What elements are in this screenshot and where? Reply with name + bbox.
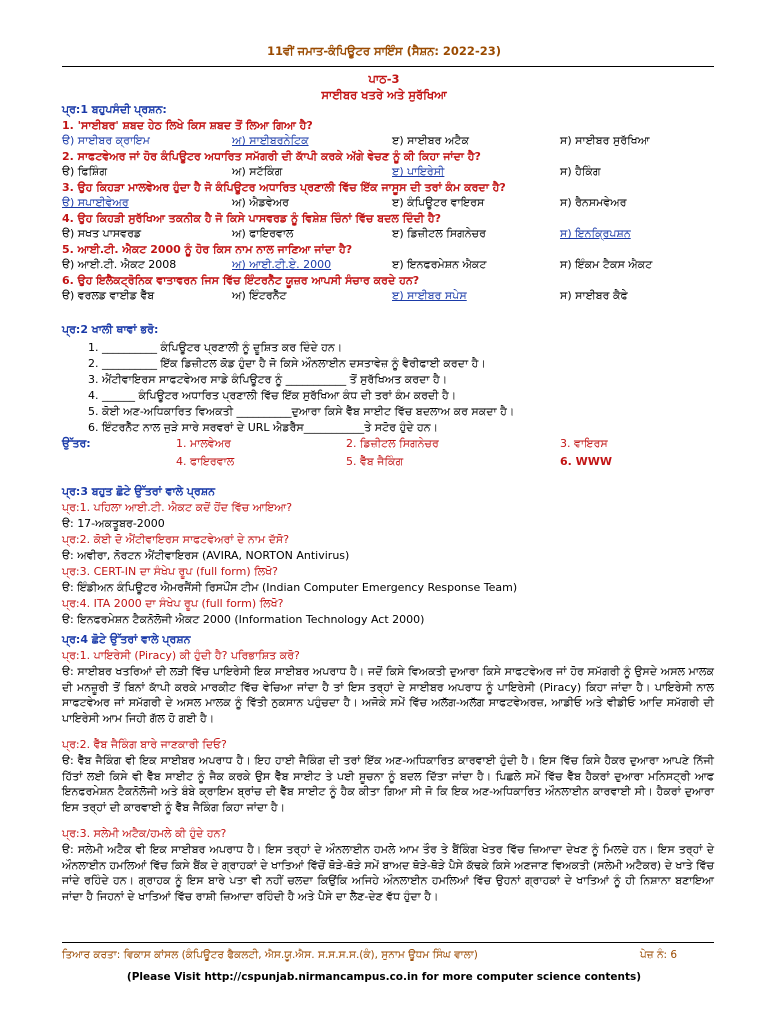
long-heading: ਪ੍ਰ:4 ਛੋਟੇ ਉੱਤਰਾਂ ਵਾਲੇ ਪ੍ਰਸ਼ਨ [62,633,191,646]
short-question: ਪ੍ਰ:3. CERT-IN ਦਾ ਸੰਖੇਪ ਰੂਪ (full form) ਲਿਖੋ? [62,565,278,578]
mcq-question: 4. ਉਹ ਕਿਹੜੀ ਸੁਰੱਖਿਆ ਤਕਨੀਕ ਹੈ ਜੋ ਕਿਸੇ ਪਾਸਵਰਡ ਨੂੰ ਵਿਸ਼ੇਸ਼ ਚਿੰਨਾਂ ਵਿੱਚ ਬਦਲ ਦਿੰਦੀ ਹੈ? [62,212,442,225]
short-question: ਪ੍ਰ:4. ITA 2000 ਦਾ ਸੰਖੇਪ ਰੂਪ (full form) ਲਿਖੋ? [62,597,284,610]
long-question: ਪ੍ਰ:1. ਪਾਇਰੇਸੀ (Piracy) ਕੀ ਹੁੰਦੀ ਹੈ? ਪਰਿਭਾਸ਼ਿਤ ਕਰੋ? [62,649,300,662]
mcq-question: 5. ਆਈ.ਟੀ. ਐਕਟ 2000 ਨੂੰ ਹੋਰ ਕਿਸ ਨਾਮ ਨਾਲ ਜਾਣਿਆ ਜਾਂਦਾ ਹੈ? [62,243,353,256]
mcq-option-a: ੳ) ਸਖਤ ਪਾਸਵਰਡ [62,227,142,240]
mcq-option-c-correct: ੲ) ਸਾਈਬਰ ਸਪੇਸ [392,289,467,302]
long-answer: ੳ: ਸਲੇਮੀ ਅਟੈਕ ਵੀ ਇਕ ਸਾਈਬਰ ਅਪਰਾਧ ਹੈ। ਇਸ ਤਰ੍ਹਾਂ ਦੇ ਔਨਲਾਈਨ ਹਮਲੇ ਆਮ ਤੌਰ ਤੇ ਬੈਂਕਿੰਗ ਖੇਤਰ ਵਿੱਚ ਜ਼ਿਆਦਾ ਦੇਖਣ ਨੂੰ ਮਿਲਦੇ ਹਨ। ਇਸ ਤਰ੍ਹਾਂ ਦੇ ਔਨਲਾਈਨ ਹਮਲਿਆਂ ਵਿੱਚ ਕਿਸੇ ਬੈਂਕ ਦੇ ਗ੍ਰਾਹਕਾਂ ਦੇ ਖਾਤਿਆਂ ਵਿੱਚੋਂ ਥੋੜੇ-ਥੋੜੇ ਸਮੇਂ ਬਾਅਦ ਥੋੜੇ-ਥੋੜੇ ਪੈਸੇ ਕੱਢਕੇ ਕਿਸੇ ਅਣਜਾਣ ਵਿਅਕਤੀ (ਸਲੇਮੀ ਅਟੈਕਰ) ਦੇ ਖਾਤੇ ਵਿੱਚ ਜਾਂਦੇ ਰਹਿੰਦੇ ਹਨ। ਗ੍ਰਾਹਕ ਨੂੰ ਇਸ ਬਾਰੇ ਪਤਾ ਵੀ ਨਹੀਂ ਚਲਦਾ ਕਿਉਂਕਿ ਅਜਿਹੇ ਔਨਲਾਈਨ ਹਮਲਿਆਂ ਵਿੱਚ ਉਹਨਾਂ ਗ੍ਰਾਹਕਾਂ ਦੇ ਖਾਤਿਆਂ ਨੂੰ ਹੀ ਨਿਸ਼ਾਨਾ ਬਣਾਇਆ ਜਾਂਦਾ ਹੈ ਜਿਹਨਾਂ ਦੇ ਖਾਤਿਆਂ ਵਿੱਚ ਰਾਸ਼ੀ ਜ਼ਿਆਦਾ ਰਹਿੰਦੀ ਹੈ ਅਤੇ ਪੈਸੇ ਦਾ ਲੈਣ-ਦੇਣ ਵੱਧ ਹੁੰਦਾ ਹੈ। [62,843,714,903]
mcq-option-d: ਸ) ਸਾਈਬਰ ਸੁਰੱਖਿਆ [560,134,650,147]
fill-item: 2. __________ ਇੱਕ ਡਿਜ਼ੀਟਲ ਕੋਡ ਹੁੰਦਾ ਹੈ ਜੋ ਕਿਸੇ ਔਨਲਾਈਨ ਦਸਤਾਵੇਜ਼ ਨੂੰ ਵੈਰੀਫਾਈ ਕਰਦਾ ਹੈ। [88,357,486,370]
lesson-number: ਪਾਠ-3 [368,72,400,86]
mcq-option-a-correct: ੳ) ਸਪਾਈਵੇਅਰ [62,196,129,209]
mcq-option-a: ੳ) ਆਈ.ਟੀ. ਐਕਟ 2008 [62,258,177,271]
short-question: ਪ੍ਰ:2. ਕੋਈ ਦੋ ਐਂਟੀਵਾਇਰਸ ਸਾਫਟਵੇਅਰਾਂ ਦੇ ਨਾਮ ਦੱਸੋ? [62,533,290,546]
header-rule [62,66,714,67]
fill-item: 4. ______ ਕੰਪਿਊਟਰ ਅਧਾਰਿਤ ਪ੍ਰਣਾਲੀ ਵਿੱਚ ਇੱਕ ਸੁਰੱਖਿਆ ਕੰਧ ਦੀ ਤਰਾਂ ਕੰਮ ਕਰਦੀ ਹੈ। [88,389,457,402]
long-answer: ੳ: ਵੈੱਬ ਜੈਕਿੰਗ ਵੀ ਇਕ ਸਾਈਬਰ ਅਪਰਾਧ ਹੈ। ਇਹ ਹਾਈ ਜੈਕਿੰਗ ਦੀ ਤਰਾਂ ਇੱਕ ਅਣ-ਅਧਿਕਾਰਿਤ ਕਾਰਵਾਈ ਹੁੰਦੀ ਹੈ। ਇਸ ਵਿੱਚ ਕਿਸੇ ਹੈਕਰ ਦੁਆਰਾ ਆਪਣੇ ਨਿੱਜੀ ਹਿੱਤਾਂ ਲਈ ਕਿਸੇ ਵੀ ਵੈੱਬ ਸਾਈਟ ਨੂੰ ਜੈਕ ਕਰਕੇ ਉਸ ਵੈੱਬ ਸਾਈਟ ਤੇ ਪਈ ਸੂਚਨਾ ਨੂੰ ਬਦਲ ਦਿੱਤਾ ਜਾਂਦਾ ਹੈ। ਪਿਛਲੇ ਸਮੇਂ ਵਿੱਚ ਵੈੱਬ ਹੈਕਰਾਂ ਦੁਆਰਾ ਮਨਿਸਟ੍ਰੀ ਆਫ ਇਨਫਰਮੇਸ਼ਨ ਟੈਕਨੋਲੋਜੀ ਅਤੇ ਬੰਬੇ ਕ੍ਰਾਇਮ ਬ੍ਰਾਂਚ ਦੀ ਵੈੱਬ ਸਾਈਟ ਨੂੰ ਹੈਕ ਕੀਤਾ ਗਿਆ ਸੀ ਜੋ ਕਿ ਇਕ ਅਣ-ਅਧਿਕਾਰਿਤ ਔਨਲਾਈਨ ਕਾਰਵਾਈ ਸੀ। ਹੈਕਰਾਂ ਦੁਆਰਾ ਇਸ ਤਰ੍ਹਾਂ ਦੀ ਕਾਰਵਾਈ ਨੂੰ ਵੈੱਬ ਜੈਕਿੰਗ ਕਿਹਾ ਜਾਂਦਾ ਹੈ। [62,754,714,814]
mcq-question: 3. ਉਹ ਕਿਹੜਾ ਮਾਲਵੇਅਰ ਹੁੰਦਾ ਹੈ ਜੋ ਕੰਪਿਊਟਰ ਅਧਾਰਿਤ ਪ੍ਰਣਾਲੀ ਵਿੱਚ ਇੱਕ ਜਾਸੂਸ ਦੀ ਤਰਾਂ ਕੰਮ ਕਰਦਾ ਹੈ? [62,181,506,194]
mcq-option-a: ੳ) ਵਰਲਡ ਵਾਈਡ ਵੈੱਬ [62,289,155,302]
mcq-option-c: ੲ) ਇਨਫਰਮੇਸ਼ਨ ਐਕਟ [392,258,487,271]
mcq-option-d: ਸ) ਹੈਕਿੰਗ [560,165,601,178]
fill-answer: 1. ਮਾਲਵੇਅਰ [176,437,231,450]
footer-visit-note: (Please Visit http://cspunjab.nirmancampus.co.in for more computer science contents) [126,971,642,983]
mcq-question: 1. 'ਸਾਈਬਰ' ਸ਼ਬਦ ਹੇਠ ਲਿਖੇ ਕਿਸ ਸ਼ਬਦ ਤੋਂ ਲਿਆ ਗਿਆ ਹੈ? [62,119,313,132]
mcq-option-d: ਸ) ਇੰਕਮ ਟੈਕਸ ਐਕਟ [560,258,653,271]
mcq-option-a: ੳ) ਫਿਸ਼ਿੰਗ [62,165,108,178]
short-answer: ੳ: ਇਨਫਰਮੇਸ਼ਨ ਟੈਕਨੋਲੋਜੀ ਐਕਟ 2000 (Information Technology Act 2000) [62,613,425,626]
short-heading: ਪ੍ਰ:3 ਬਹੁਤ ਛੋਟੇ ਉੱਤਰਾਂ ਵਾਲੇ ਪ੍ਰਸ਼ਨ [62,485,216,498]
fill-answer: 3. ਵਾਇਰਸ [560,437,608,450]
long-answer: ੳ: ਸਾਈਬਰ ਖਤਰਿਆਂ ਦੀ ਲੜੀ ਵਿੱਚ ਪਾਇਰੇਸੀ ਇਕ ਸਾਈਬਰ ਅਪਰਾਧ ਹੈ। ਜਦੋਂ ਕਿਸੇ ਵਿਅਕਤੀ ਦੁਆਰਾ ਕਿਸੇ ਸਾਫਟਵੇਅਰ ਜਾਂ ਹੋਰ ਸਮੱਗਰੀ ਨੂੰ ਉਸਦੇ ਅਸਲ ਮਾਲਕ ਦੀ ਮਨਜ਼ੂਰੀ ਤੋਂ ਬਿਨਾਂ ਕਾੱਪੀ ਕਰਕੇ ਮਾਰਕੀਟ ਵਿੱਚ ਵੇਚਿਆ ਜਾਂਦਾ ਹੈ ਤਾਂ ਇਸ ਤਰ੍ਹਾਂ ਦੇ ਸਾਈਬਰ ਅਪਰਾਧ ਨੂੰ ਪਾਇਰੇਸੀ (Piracy) ਕਿਹਾ ਜਾਂਦਾ ਹੈ। ਪਾਇਰੇਸੀ ਨਾਲ ਸਾਫਟਵੇਅਰ ਜਾਂ ਸਮੱਗਰੀ ਦੇ ਅਸਲ ਮਾਲਕ ਨੂੰ ਵਿੱਤੀ ਨੁਕਸਾਨ ਪਹੁੰਚਦਾ ਹੈ। ਅਜੋਕੇ ਸਮੇਂ ਵਿੱਚ ਅਲੱਗ-ਅਲੱਗ ਸਾਫਟਵੇਅਰਜ਼, ਆਡੀਓ ਅਤੇ ਵੀਡੀਓ ਆਦਿ ਸਮੱਗਰੀ ਦੀ ਪਾਇਰੇਸੀ ਆਮ ਜਿਹੀ ਗੱਲ ਹੋ ਗਈ ਹੈ। [62,665,714,725]
answers-label: ਉੱਤਰ: [62,437,91,450]
fill-heading: ਪ੍ਰ:2 ਖਾਲੀ ਥਾਵਾਂ ਭਰੋ: [62,323,159,336]
mcq-option-c: ੲ) ਸਾਈਬਰ ਅਟੈਕ [392,134,469,147]
fill-item: 1. __________ ਕੰਪਿਊਟਰ ਪ੍ਰਣਾਲੀ ਨੂੰ ਦੂਸ਼ਿਤ ਕਰ ਦਿੰਦੇ ਹਨ। [88,341,343,354]
mcq-option-b: ਅ) ਫਾਇਰਵਾਲ [232,227,294,240]
mcq-option-d: ਸ) ਸਾਈਬਰ ਕੈਫੇ [560,289,628,302]
mcq-option-d-correct: ਸ) ਇਨਕ੍ਰਿਪਸ਼ਨ [560,227,631,240]
fill-answer: 4. ਫਾਇਰਵਾਲ [176,455,235,468]
mcq-heading: ਪ੍ਰ:1 ਬਹੁਪਸੰਦੀ ਪ੍ਰਸ਼ਨ: [62,103,167,116]
long-question: ਪ੍ਰ:3. ਸਲੇਮੀ ਅਟੈਕ/ਹਮਲੇ ਕੀ ਹੁੰਦੇ ਹਨ? [62,827,227,840]
footer-prepared-by: ਤਿਆਰ ਕਰਤਾ: ਵਿਕਾਸ ਕਾਂਸਲ (ਕੰਪਿਊਟਰ ਫੈਕਲਟੀ, ਐਸ.ਯੂ.ਐਸ. ਸ.ਸ.ਸ.ਸ.(ਕੰ), ਸੁਨਾਮ ਊਧਮ ਸਿੰਘ ਵਾਲਾ) [62,949,478,961]
document-title: 11ਵੀਂ ਜਮਾਤ-ਕੰਪਿਊਟਰ ਸਾਇੰਸ (ਸੈਸ਼ਨ: 2022-23) [267,44,501,58]
fill-item: 6. ਇੰਟਰਨੈੱਟ ਨਾਲ ਜੁੜੇ ਸਾਰੇ ਸਰਵਰਾਂ ਦੇ URL ਐਡਰੈੱਸ___________ਤੇ ਸਟੋਰ ਹੁੰਦੇ ਹਨ। [88,421,439,434]
short-answer: ੳ: ਇੰਡੀਅਨ ਕੰਪਿਊਟਰ ਐਮਰਜੈਂਸੀ ਰਿਸਪੌਂਸ ਟੀਮ (Indian Computer Emergency Response Team) [62,581,518,594]
short-question: ਪ੍ਰ:1. ਪਹਿਲਾ ਆਈ.ਟੀ. ਐਕਟ ਕਦੋਂ ਹੋਂਦ ਵਿੱਚ ਆਇਆ? [62,501,293,514]
mcq-question: 2. ਸਾਫਟਵੇਅਰ ਜਾਂ ਹੋਰ ਕੰਪਿਊਟਰ ਅਧਾਰਿਤ ਸਮੱਗਰੀ ਦੀ ਕਾੱਪੀ ਕਰਕੇ ਅੱਗੇ ਵੇਚਣ ਨੂੰ ਕੀ ਕਿਹਾ ਜਾਂਦਾ ਹੈ? [62,150,481,163]
mcq-option-d: ਸ) ਰੈਨਸਮਵੇਅਰ [560,196,627,209]
fill-item: 5. ਕੋਈ ਅਣ-ਅਧਿਕਾਰਿਤ ਵਿਅਕਤੀ __________ਦੁਆਰਾ ਕਿਸੇ ਵੈੱਬ ਸਾਈਟ ਵਿੱਚ ਬਦਲਾਅ ਕਰ ਸਕਦਾ ਹੈ। [88,405,515,418]
mcq-option-c-correct: ੲ) ਪਾਇਰੇਸੀ [392,165,445,178]
lesson-title: ਸਾਈਬਰ ਖਤਰੇ ਅਤੇ ਸੁਰੱਖਿਆ [321,88,447,102]
short-answer: ੳ: ਅਵੀਰਾ, ਨੋਰਟਨ ਐਂਟੀਵਾਇਰਸ (AVIRA, NORTON Antivirus) [62,549,350,562]
mcq-option-b: ਅ) ਸਟੱਕਿੰਗ [232,165,283,178]
footer-page-number: ਪੇਜ਼ ਨੰ: 6 [640,949,678,961]
mcq-option-b-correct: ਅ) ਸਾਈਬਰਨੇਟਿਕ [232,134,309,147]
mcq-option-c: ੲ) ਡਿਜ਼ੀਟਲ ਸਿਗਨੇਚਰ [392,227,486,240]
fill-answer: 5. ਵੈੱਬ ਜੈਕਿੰਗ [346,455,404,468]
mcq-option-b: ਅ) ਐਡਵੇਅਰ [232,196,289,209]
mcq-option-c: ੲ) ਕੰਪਿਊਟਰ ਵਾਇਰਸ [392,196,485,209]
mcq-option-a: ੳ) ਸਾਈਬਰ ਕ੍ਰਾਇਮ [62,134,150,147]
fill-item: 3. ਐਂਟੀਵਾਇਰਸ ਸਾਫਟਵੇਅਰ ਸਾਡੇ ਕੰਪਿਊਟਰ ਨੂੰ ___________ ਤੋਂ ਸੁਰੱਖਿਅਤ ਕਰਦਾ ਹੈ। [88,373,448,386]
footer-rule [62,942,714,943]
fill-answer: 2. ਡਿਜ਼ੀਟਲ ਸਿਗਨੇਚਰ [346,437,439,450]
mcq-option-b: ਅ) ਇੰਟਰਨੈੱਟ [232,289,287,302]
mcq-question: 6. ਉਹ ਇਲੈਕਟ੍ਰੋਨਿਕ ਵਾਤਾਵਰਨ ਜਿਸ ਵਿੱਚ ਇੰਟਰਨੈੱਟ ਯੂਜ਼ਰ ਆਪਸੀ ਸੰਚਾਰ ਕਰਦੇ ਹਨ? [62,274,420,287]
fill-answer: 6. WWW [560,455,613,468]
short-answer: ੳ: 17-ਅਕਤੂਬਰ-2000 [62,517,165,530]
mcq-option-b-correct: ਅ) ਆਈ.ਟੀ.ਏ. 2000 [232,258,332,271]
long-question: ਪ੍ਰ:2. ਵੈੱਬ ਜੈਕਿੰਗ ਬਾਰੇ ਜਾਣਕਾਰੀ ਦਿਓ? [62,738,227,751]
